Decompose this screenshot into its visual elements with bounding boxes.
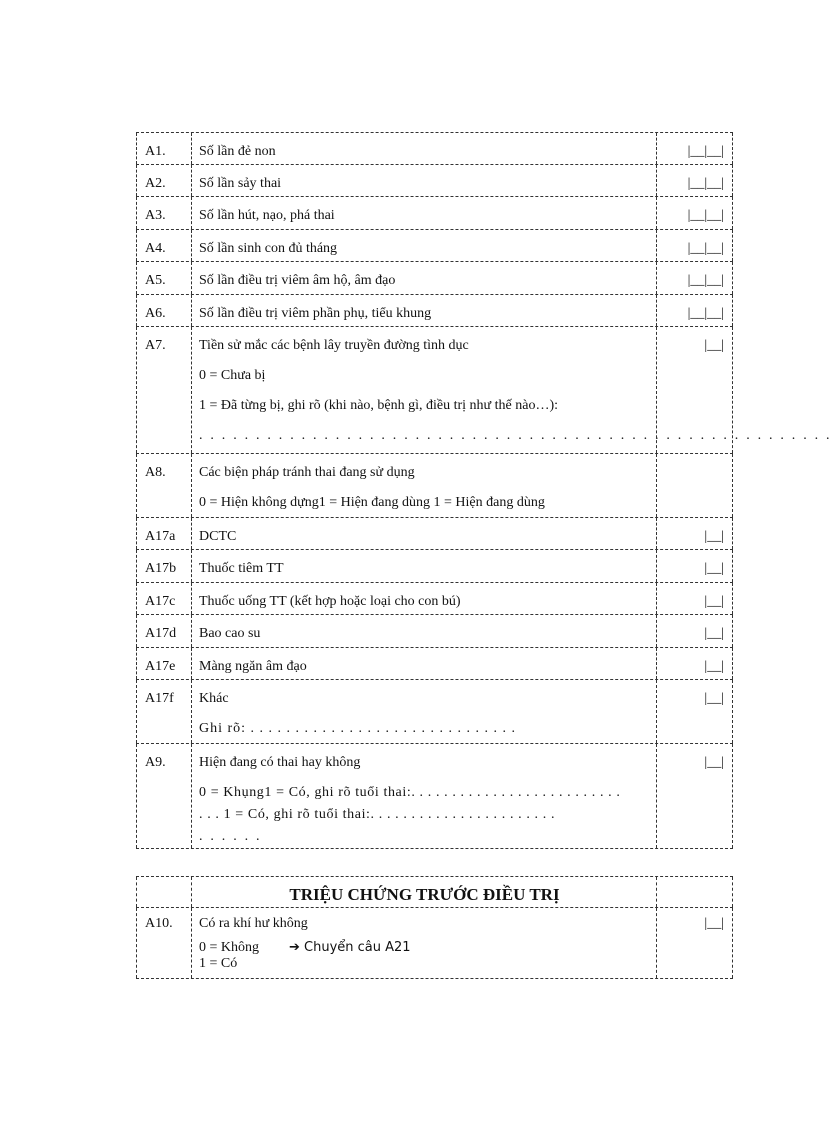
empty-answer-cell: [656, 454, 733, 517]
empty-answer-cell: [656, 877, 733, 907]
option-line-1: 0 = Khụng1 = Có, ghi rõ tuổi thai:. . . . . . . . . . . . . . . . . . . . . . . . . .: [199, 785, 621, 800]
answer-box[interactable]: |__|: [656, 615, 733, 647]
answer-box[interactable]: |__|: [656, 583, 733, 614]
answer-box[interactable]: |__|: [656, 680, 733, 743]
row-a10: [136, 908, 733, 978]
row-a8: [136, 454, 733, 518]
section-header-row: [136, 877, 733, 908]
row-a9: [136, 744, 733, 848]
row-a4: [136, 230, 733, 262]
row-question: Thuốc uống TT (kết hợp hoặc loại cho con bú): [191, 583, 656, 614]
option-0-line: [199, 940, 650, 956]
row-a17c: [136, 583, 733, 615]
row-question: Màng ngăn âm đạo: [191, 648, 656, 679]
answer-box[interactable]: |__|: [656, 908, 733, 978]
row-a17a: [136, 518, 733, 550]
row-code: A17d: [136, 615, 191, 647]
row-question: Số lần sảy thai: [191, 165, 656, 196]
options-line: 0 = Hiện không dựng1 = Hiện đang dùng 1 = Hiện đang dùng: [199, 495, 545, 510]
row-code: A2.: [136, 165, 191, 196]
answer-box[interactable]: |__|__|: [656, 262, 733, 294]
row-code: A17b: [136, 550, 191, 582]
row-question: Số lần đẻ non: [191, 133, 656, 164]
answer-box[interactable]: |__|: [656, 744, 733, 848]
row-question: Số lần sinh con đủ tháng: [191, 230, 656, 261]
option-1: 1 = Có: [199, 956, 238, 971]
row-a5: [136, 262, 733, 295]
row-code: A10.: [136, 908, 191, 978]
questionnaire-table-1: [136, 132, 832, 849]
option-0: 0 = Chưa bị: [199, 368, 266, 383]
row-code: A7.: [136, 327, 191, 453]
row-a17d: [136, 615, 733, 648]
row-a17e: [136, 648, 733, 680]
row-question-block: [191, 454, 656, 517]
row-a2: [136, 165, 733, 197]
answer-box[interactable]: |__|: [656, 550, 733, 582]
row-code: A8.: [136, 454, 191, 517]
specify-line[interactable]: Ghi rõ: . . . . . . . . . . . . . . . . . . . . . . . . . . . . . .: [199, 721, 517, 736]
row-question: Số lần điều trị viêm âm hộ, âm đạo: [191, 262, 656, 294]
answer-box[interactable]: |__|__|: [656, 165, 733, 196]
row-code: A17c: [136, 583, 191, 614]
row-code: A4.: [136, 230, 191, 261]
answer-box[interactable]: |__|__|: [656, 230, 733, 261]
row-code: A9.: [136, 744, 191, 848]
option-line-2: . . . 1 = Có, ghi rõ tuổi thai:. . . . . . . . . . . . . . . . . . . . . . .: [199, 807, 556, 822]
answer-box[interactable]: |__|__|: [656, 133, 733, 164]
row-code: A3.: [136, 197, 191, 229]
option-1: 1 = Đã từng bị, ghi rõ (khi nào, bệnh gì, điều trị như thế nào…):: [199, 398, 559, 413]
skip-instruction: ➔ Chuyển câu A21: [289, 940, 411, 955]
questionnaire-table-2: [136, 876, 733, 979]
section-title: TRIỆU CHỨNG TRƯỚC ĐIỀU TRỊ: [191, 877, 656, 907]
row-question: Có ra khí hư không: [199, 916, 308, 931]
row-code: A17f: [136, 680, 191, 743]
empty-code-cell: [136, 877, 191, 907]
option-line-3: . . . . . .: [199, 829, 262, 844]
row-code: A17e: [136, 648, 191, 679]
row-code: A17a: [136, 518, 191, 549]
row-code: A5.: [136, 262, 191, 294]
row-a17f: [136, 680, 733, 744]
fill-in-line[interactable]: . . . . . . . . . . . . . . . . . . . . . . . . . . . . . . . . . . . . . . . . . . . . . . . . . . . . . . . .: [199, 428, 832, 443]
row-question: Hiện đang có thai hay không: [199, 755, 361, 770]
row-question: Tiền sử mắc các bệnh lây truyền đường tình dục: [199, 338, 469, 353]
row-question-block: [191, 744, 656, 848]
row-question: Số lần hút, nạo, phá thai: [191, 197, 656, 229]
option-0: 0 = Không: [199, 940, 260, 955]
answer-box[interactable]: |__|: [656, 327, 733, 453]
row-a1: [136, 133, 733, 165]
row-code: A6.: [136, 295, 191, 326]
row-question: Số lần điều trị viêm phần phụ, tiểu khung: [191, 295, 656, 326]
row-question: Bao cao su: [191, 615, 656, 647]
row-question: Các biện pháp tránh thai đang sử dụng: [199, 465, 415, 480]
row-a6: [136, 295, 733, 327]
row-question: DCTC: [191, 518, 656, 549]
answer-box[interactable]: |__|: [656, 518, 733, 549]
answer-box[interactable]: |__|: [656, 648, 733, 679]
row-code: A1.: [136, 133, 191, 164]
answer-box[interactable]: |__|__|: [656, 295, 733, 326]
row-question-block: [191, 327, 832, 453]
row-a3: [136, 197, 733, 230]
answer-box[interactable]: |__|__|: [656, 197, 733, 229]
row-question-block: [191, 908, 656, 978]
row-question: Thuốc tiêm TT: [191, 550, 656, 582]
row-question-block: [191, 680, 656, 743]
row-a17b: [136, 550, 733, 583]
row-question: Khác: [199, 691, 229, 706]
row-a7: [136, 327, 832, 454]
